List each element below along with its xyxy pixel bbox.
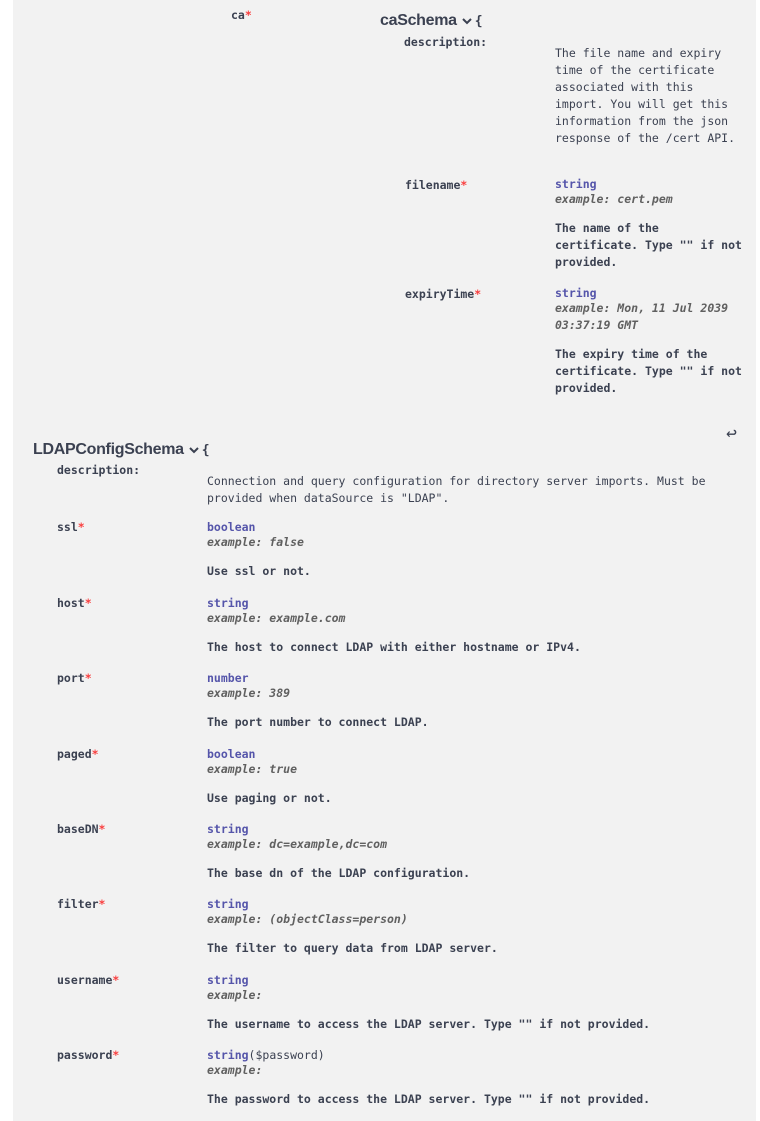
property-paged-details: [207, 747, 747, 807]
required-marker: *: [98, 897, 106, 911]
property-description: Use paging or not.: [207, 791, 332, 805]
property-example: example: Mon, 11 Jul 2039 03:37:19 GMT: [555, 301, 729, 332]
required-marker: *: [244, 8, 252, 22]
property-description: Use ssl or not.: [207, 564, 311, 578]
property-name: paged: [57, 747, 92, 761]
property-name: username: [57, 973, 113, 987]
ldap-schema-header[interactable]: [33, 439, 210, 459]
property-paged: [57, 747, 99, 761]
property-example: example: dc=example,dc=com: [207, 837, 388, 851]
open-brace: {: [474, 14, 483, 29]
property-filter-details: [207, 897, 747, 957]
property-description: The username to access the LDAP server. Type "" if not provided.: [207, 1017, 651, 1031]
property-example: example:: [207, 988, 263, 1002]
description-label: description:: [404, 35, 488, 49]
property-type: number: [207, 671, 249, 685]
open-brace: {: [201, 443, 210, 458]
required-marker: *: [77, 520, 85, 534]
property-type: string: [555, 177, 597, 191]
property-password: [57, 1048, 119, 1062]
property-type: [207, 1048, 747, 1062]
property-description: The expiry time of the certificate. Type "" if not provided.: [555, 347, 742, 395]
property-filename-details: [555, 177, 745, 271]
property-type: string: [555, 286, 597, 300]
return-arrow-icon[interactable]: ↩: [726, 423, 737, 444]
property-username: [57, 973, 119, 987]
property-description: The password to access the LDAP server. Type "" if not provided.: [207, 1092, 651, 1106]
property-basedn: [57, 822, 105, 836]
required-marker: *: [474, 287, 482, 301]
property-description: The filter to query data from LDAP server.: [207, 941, 498, 955]
property-example: example: false: [207, 535, 304, 549]
chevron-down-icon[interactable]: [461, 15, 473, 27]
required-marker: *: [84, 596, 92, 610]
property-filter: [57, 897, 105, 911]
property-port: [57, 671, 92, 685]
property-example: example: example.com: [207, 611, 346, 625]
required-marker: *: [112, 973, 120, 987]
property-type-format: ($password): [248, 1048, 325, 1062]
required-marker: *: [112, 1048, 120, 1062]
chevron-down-icon[interactable]: [188, 444, 200, 456]
required-marker: *: [91, 747, 99, 761]
property-type-name: string: [207, 1048, 249, 1062]
property-basedn-details: [207, 822, 747, 882]
ca-schema-header[interactable]: [380, 10, 483, 30]
property-port-details: [207, 671, 747, 731]
required-marker: *: [98, 822, 106, 836]
property-description: The base dn of the LDAP configuration.: [207, 866, 471, 880]
property-description: The host to connect LDAP with either hostname or IPv4.: [207, 640, 581, 654]
property-username-details: [207, 973, 747, 1033]
property-name: port: [57, 671, 85, 685]
property-ssl-details: [207, 520, 747, 580]
property-name: password: [57, 1048, 113, 1062]
property-name: filename: [405, 178, 461, 192]
property-ca: [231, 8, 252, 22]
required-marker: *: [84, 671, 92, 685]
property-password-details: [207, 1048, 747, 1108]
property-type: string: [207, 596, 249, 610]
model-title[interactable]: LDAPConfigSchema: [33, 441, 184, 458]
model-description: Connection and query configuration for directory server imports. Must be provided when dataSource is "LDAP".: [207, 474, 706, 505]
property-host-details: [207, 596, 747, 656]
property-example: example: true: [207, 762, 298, 776]
property-example: example: (objectClass=person): [207, 912, 408, 926]
property-example: example: cert.pem: [555, 192, 673, 206]
property-type: string: [207, 822, 249, 836]
property-type: string: [207, 897, 249, 911]
property-name: ca: [231, 8, 245, 22]
property-name: baseDN: [57, 822, 99, 836]
property-expirytime: [405, 287, 481, 301]
property-example: example:: [207, 1063, 263, 1077]
property-name: host: [57, 596, 85, 610]
required-marker: *: [460, 178, 468, 192]
property-example: example: 389: [207, 686, 291, 700]
property-name: expiryTime: [405, 287, 475, 301]
property-type: boolean: [207, 747, 256, 761]
model-title[interactable]: caSchema: [380, 12, 457, 29]
property-type: boolean: [207, 520, 256, 534]
property-expirytime-details: [555, 286, 747, 397]
property-name: filter: [57, 897, 99, 911]
property-name: ssl: [57, 520, 78, 534]
property-filename: [405, 178, 467, 192]
property-host: [57, 596, 92, 610]
model-description: The file name and expiry time of the certificate associated with this import. You will get this information from the json response of the /cert API.: [555, 46, 736, 145]
property-description: The port number to connect LDAP.: [207, 715, 429, 729]
models-panel: [13, 0, 756, 1121]
property-ssl: [57, 520, 85, 534]
description-label: description:: [57, 463, 141, 477]
property-description: The name of the certificate. Type "" if not provided.: [555, 221, 742, 269]
property-type: string: [207, 973, 249, 987]
